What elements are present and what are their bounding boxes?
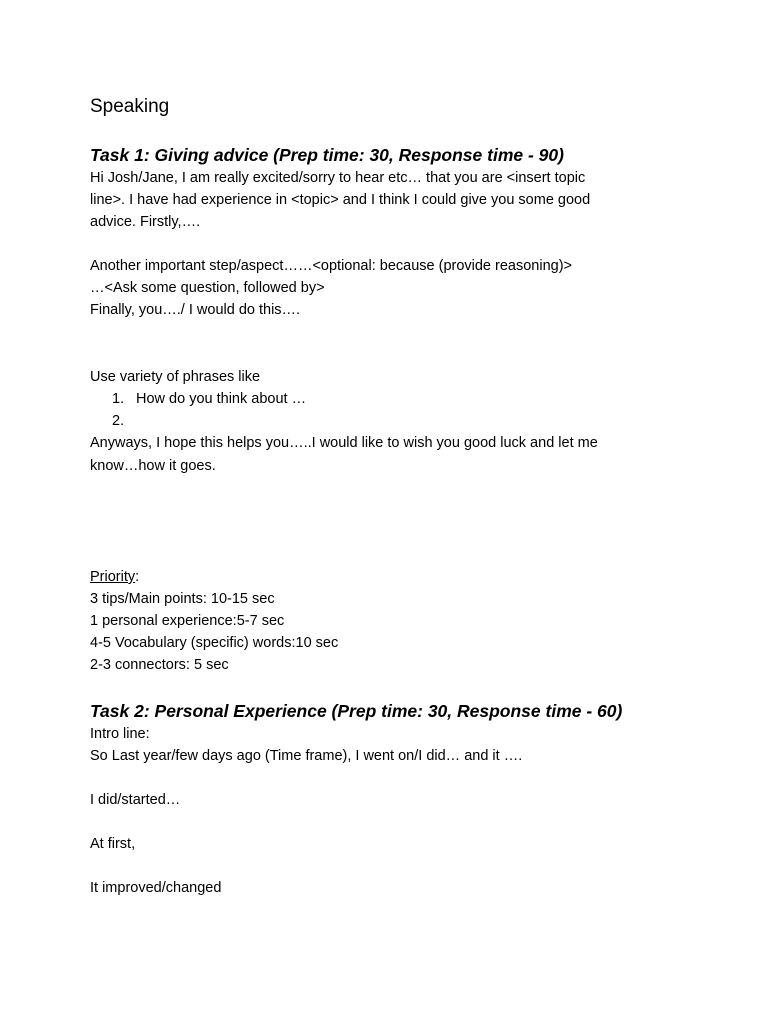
closing-line: Anyways, I hope this helps you…..I would like to wish you good luck and let me [90, 435, 598, 451]
task2-intro-label: Intro line: [90, 726, 150, 742]
list-text: How do you think about … [136, 391, 307, 407]
task2-heading: Task 2: Personal Experience (Prep time: 30, Response time - 60) [90, 701, 623, 721]
task1-para1-line: line>. I have had experience in <topic> and I think I could give you some good [90, 192, 591, 208]
task1-para2-line: …<Ask some question, followed by> [90, 280, 325, 296]
task2-line: It improved/changed [90, 880, 222, 896]
task2-intro-text: So Last year/few days ago (Time frame), I went on/I did… and it …. [90, 748, 523, 764]
priority-item: 1 personal experience:5-7 sec [90, 613, 285, 629]
priority-colon: : [135, 569, 140, 585]
page-title: Speaking [90, 96, 170, 117]
priority-item: 2-3 connectors: 5 sec [90, 657, 229, 673]
priority-heading [90, 567, 139, 587]
task1-para2-line: Finally, you…./ I would do this…. [90, 302, 301, 318]
task1-para1-line: advice. Firstly,…. [90, 214, 201, 230]
priority-item: 3 tips/Main points: 10-15 sec [90, 591, 275, 607]
task2-line: At first, [90, 836, 136, 852]
phrase-list-item [112, 411, 136, 431]
priority-item: 4-5 Vocabulary (specific) words:10 sec [90, 635, 339, 651]
list-number: 1. [112, 391, 125, 407]
closing-line: know…how it goes. [90, 458, 216, 474]
list-number: 2. [112, 413, 125, 429]
phrase-list-item [112, 389, 306, 409]
task2-line: I did/started… [90, 792, 181, 808]
phrases-intro: Use variety of phrases like [90, 369, 261, 385]
task1-heading: Task 1: Giving advice (Prep time: 30, Response time - 90) [90, 145, 564, 165]
task1-para1-line: Hi Josh/Jane, I am really excited/sorry to hear etc… that you are <insert topic [90, 170, 586, 186]
priority-label: Priority [90, 569, 136, 585]
task1-para2-line: Another important step/aspect……<optional: because (provide reasoning)> [90, 258, 573, 274]
